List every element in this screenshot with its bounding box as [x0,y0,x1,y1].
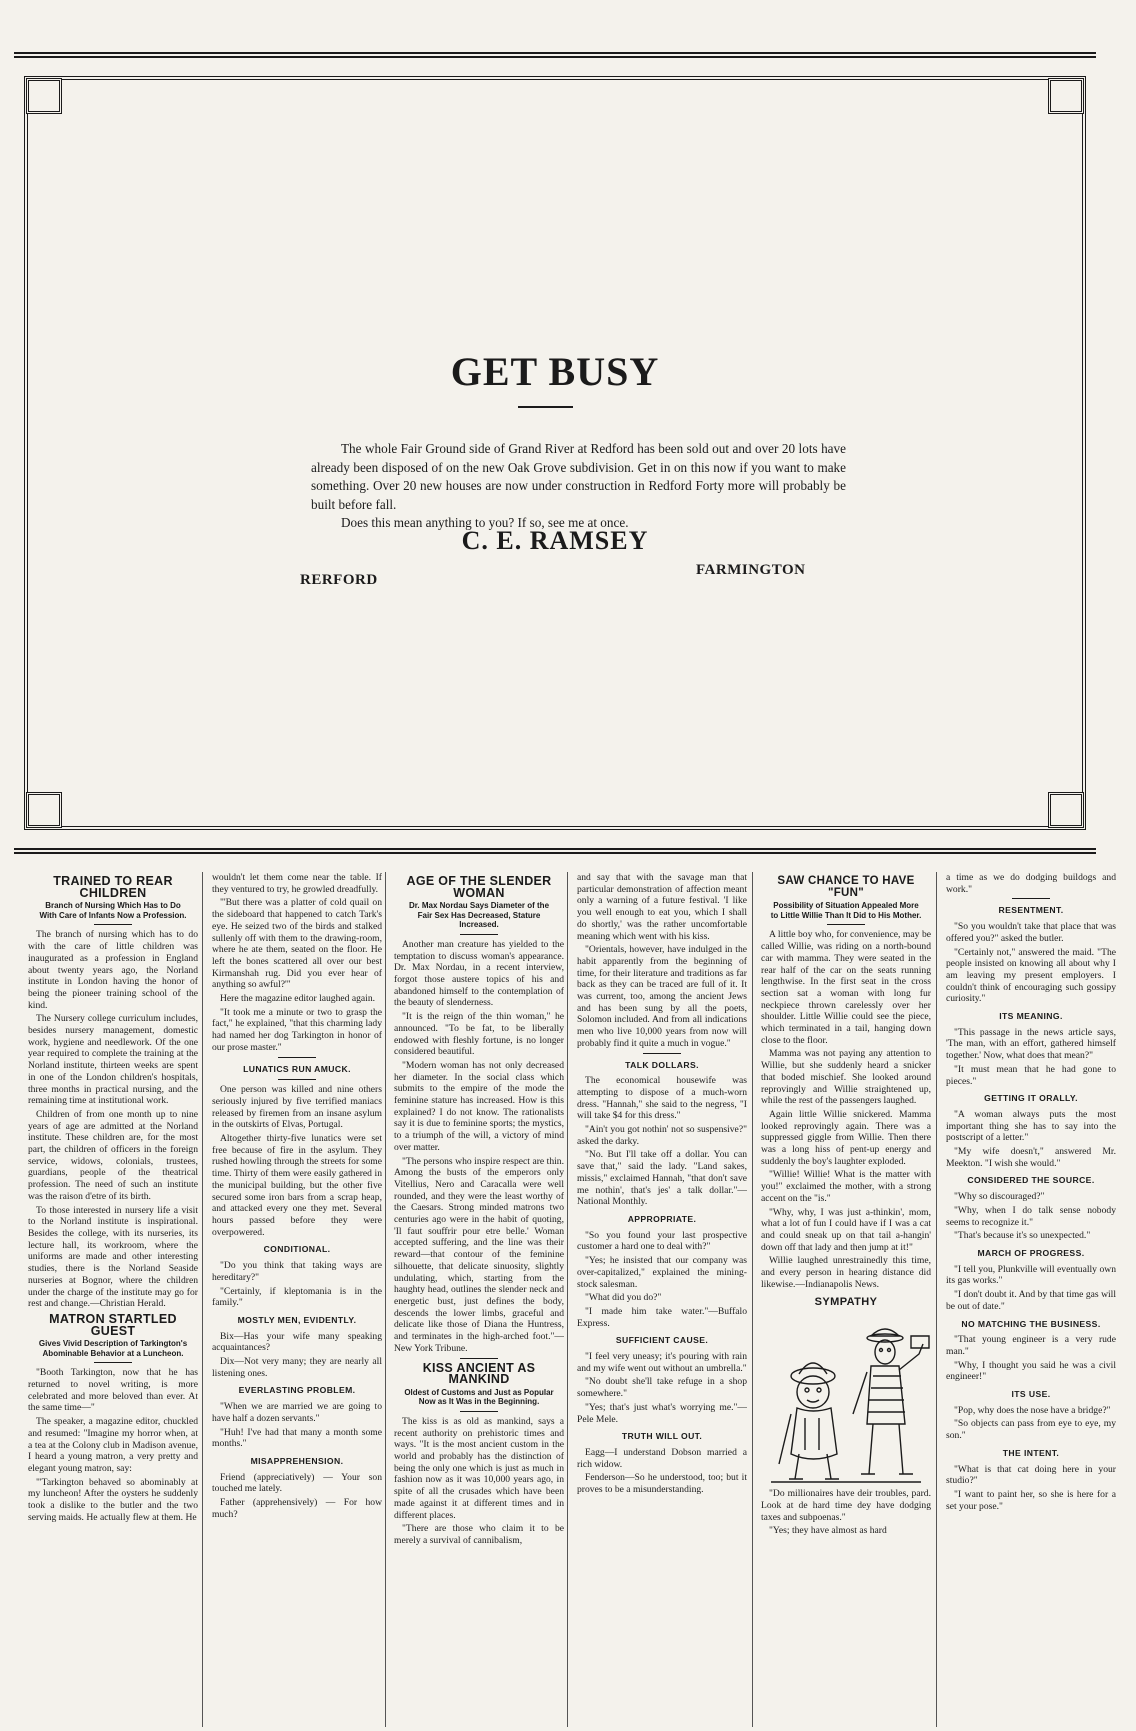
paragraph: "This passage in the news article says, 'The man, with an effort, gathered himself together.' Now, what does that mean?" [946,1026,1116,1062]
cartoon-illustration [761,1314,931,1484]
paragraph: "Modern woman has not only decreased her diameter. In the social class which submits to the empire of the mode the feminine stature has increased. How is this explained? I do not know. The rationalists say it is due to feminine sports; the mystics, to a triumph of the will, a victory of mind over matter. [394,1059,564,1153]
section-heading: ITS MEANING. [999,1011,1063,1022]
column-5 [761,872,931,1727]
ornament-corner [26,792,62,828]
section-heading: LUNATICS RUN AMUCK. [243,1063,351,1074]
ad-advertiser-name: C. E. RAMSEY [461,526,649,555]
paragraph: "That's because it's so unexpected." [954,1230,1091,1242]
column-1 [28,872,198,1727]
paragraph: The Nursery college curriculum includes, besides nursery management, domestic work, hygiene and needlework. Of the one year required to complete the training at the Norland institute, thirteen weeks are spent in one of the London children's hospitals, three months in practical nursing, and the remaining time at institutional work. [28,1013,198,1107]
paragraph: "It must mean that he had gone to pieces." [946,1063,1116,1087]
section-heading: CONSIDERED THE SOURCE. [967,1175,1095,1186]
paragraph: a time as we do dodging buildogs and work." [946,872,1116,895]
paragraph: Willie laughed unrestrainedly this time, and every person in hearing distance did likewise.—Indianapolis News. [761,1255,931,1290]
paragraph: Here the magazine editor laughed again. [220,993,376,1005]
headline: KISS ANCIENT AS MANKIND [422,1360,536,1387]
subheadline: Dr. Max Nordau Says Diameter of the Fair Sex Has Decreased, Stature Increased. [408,901,550,930]
ad-inner-border [24,76,1086,830]
paragraph: "So you found your last prospective customer a hard one to deal with?" [577,1229,747,1253]
paragraph: "What is that cat doing here in your studio?" [946,1463,1116,1487]
divider [278,1079,316,1080]
paragraph: "Yes; he insisted that our company was over-capitalized," explained the mining-stock salesman. [577,1255,747,1290]
cartoon-title: SYMPATHY [814,1295,878,1308]
paragraph: "Why, I thought you said he was a civil engineer!" [946,1359,1116,1383]
paragraph: A little boy who, for convenience, may be called Willie, was riding on a north-bound car with mamma. They were seated in the rear half of the car on the seats running lengthwise. In the first seat in the cross section sat a woman with long fur neckpiece thrown carelessly over her shoulder. Little Willie could see the piece, which terminated in a tail, hanging down close to the floor. [761,929,931,1046]
divider [94,1362,132,1363]
divider [94,924,132,925]
paragraph: Mamma was not paying any attention to Willie, but she suddenly heard a snicker that boded mischief. She looked around reprovingly and Willie straightened up, while the rest of the passengers laughed. [761,1048,931,1107]
paragraph: "Why, when I do talk sense nobody seems to recognize it." [946,1204,1116,1228]
paragraph: "Why, why, I was just a-thinkin', mom, what a lot of fun I could have if I was a cat and could sneak up on that tail a-hangin' down off that lady and then jump at it!" [761,1206,931,1253]
ad-body-question: Does this mean anything to you? If so, see me at once. [341,515,629,530]
paragraph: "'Tarkington behaved so abominably at my luncheon! After the oysters he suddenly took a dislike to the butler and the two serving maids. He actually flew at them. He [28,1476,198,1523]
column-4 [577,872,747,1727]
paragraph: Dix—Not very many; they are nearly all listening ones. [212,1356,382,1379]
column-2 [212,872,382,1727]
paragraph: "Why so discouraged?" [954,1191,1045,1203]
paragraph: "Orientals, however, have indulged in the habit apparently from the beginning of time, for their literature and traditions as far back as they can be traced are full of it. It was current, too, among the ancient Jews and has been sung by all the poets, Solomon included. And from all indications men who live 10,000 years from now will probably find it quite a much in vogue." [577,944,747,1049]
paragraph: "So you wouldn't take that place that was offered you?" asked the butler. [946,921,1116,944]
paragraph: Altogether thirty-five lunatics were set free because of fire in the asylum. They rushed howling through the streets for some time. Thirty of them were easily gathered in the municipal building, but the other five secured some iron bars from a scrap heap, and attacked every one they met. Several hours passed before they were overpowered. [212,1133,382,1238]
paragraph: wouldn't let them come near the table. If they ventured to try, he growled dreadfully. [212,872,382,895]
paragraph: "Certainly, if kleptomania is in the family." [212,1285,382,1309]
section-heading: EVERLASTING PROBLEM. [238,1385,356,1396]
subheadline: Possibility of Situation Appealed More to Little Willie Than It Did to His Mother. [770,901,922,920]
paragraph: Children of from one month up to nine years of age are admitted at the Norland institute. These children are, for the most part, the children of officers in the foreign service, widows, colonials, trustees, guardians, people of the theatrical profession. The need of such an institute was the raison d'etre of its birth. [28,1108,198,1202]
divider [460,1411,498,1412]
section-heading: TRUTH WILL OUT. [621,1431,703,1442]
paragraph: "A woman always puts the most important thing she has to say into the postscript of a letter." [946,1108,1116,1144]
paragraph: "Certainly not," answered the maid. "The people insisted on knowing all about why I am leaving my present employers. I couldn't think of encouraging such gossipy curiosity." [946,946,1116,1005]
section-heading: MISAPPREHENSION. [250,1455,344,1466]
paragraph: "I want to paint her, so she is here for a set your pose." [946,1488,1116,1512]
paragraph: "Booth Tarkington, now that he has returned to novel writing, is more celebrated and more beloved than ever. At the same time—" [28,1367,198,1414]
paragraph: Fenderson—So he understood, too; but it proves to be a misunderstanding. [577,1472,747,1496]
paragraph: "The persons who inspire respect are thin. Among the busts of the emperors only Vitellius, Nero and Caracalla were well rounded, and they were the least worthy of the Caesars. Strong minded matrons two centuries ago were in the habit of quoting, 'Il faut souffrir pour etre belle.' Woman accepted suffering, and the line was their reward—that contour of the feminine silhouette, that delicate sinuosity, slightly undulating, which, starting from the haughty head, outlines the slender neck and energetic bust, just defines the body, descends the lower limbs, graceful and delicate like those of Diana the Huntress, and terminates in the high-arched foot."—New York Tribune. [394,1155,564,1354]
headline: TRAINED TO REAR CHILDREN [53,874,173,900]
column-6 [946,872,1116,1727]
headline: AGE OF THE SLENDER WOMAN [406,874,552,900]
section-heading: MOSTLY MEN, EVIDENTLY. [237,1314,357,1325]
divider [460,1358,498,1359]
paragraph: "Yes; that's just what's worrying me."—Pele Mele. [577,1401,747,1425]
subheadline: Oldest of Customs and Just as Popular Now as It Was in the Beginning. [404,1387,554,1407]
advertisement-box [14,52,1096,854]
ad-body [311,440,846,533]
paragraph: and say that with the savage man that particular demonstration of affection meant only a warning of a future festival. 'I like you well enough to eat you, which I shall do shortly,' was the rather uncomfortable meaning which went with his kiss. [577,872,747,942]
paragraph: "It took me a minute or two to grasp the fact," he explained, "that this charming lady had named her dog Tarkington in honor of our prose master." [212,1006,382,1053]
paragraph: "Pop, why does the nose have a bridge?" [954,1404,1111,1416]
paragraph: "So objects can pass from eye to eye, my son." [946,1418,1116,1442]
paragraph: Another man creature has yielded to the temptation to discuss woman's appearance. Dr. Max Nordau, in a recent interview, forgot those austere topics of his and abandoned himself to the contemplation of the beauty of slenderness. [394,938,564,1009]
paragraph: To those interested in nursery life a visit to the Norland institute is inspirational. Besides the college, with its nurseries, its lecture hall, its workroom, where the uniforms are made and other interesting studies, there is the Norland Seaside nurseries at Bognor, where the children under the charge of the institute may go for rest and change.—Christian Herald. [28,1204,198,1310]
section-heading: MARCH OF PROGRESS. [977,1247,1085,1258]
divider [827,924,865,925]
paragraph: Again little Willie snickered. Mamma looked reprovingly again. There was a suppressed giggle from Willie. Then there was a long hiss of pent-up energy and suddenly the boy's laughter exploded. [761,1108,931,1167]
section-heading: APPROPRIATE. [627,1213,697,1224]
divider [278,1057,316,1058]
subheadline: Gives Vivid Description of Tarkington's Abominable Behavior at a Luncheon. [38,1339,188,1358]
headline: SAW CHANCE TO HAVE "FUN" [777,875,915,899]
paragraph: The branch of nursing which has to do with the care of little children was inaugurated as a profession in England about twenty years ago, the Norland institute in London having the honor of being the pioneer training school of the kind. [28,929,198,1011]
ad-body-text: The whole Fair Ground side of Grand River at Redford has been sold out and over 20 lots have already been disposed of on the new Oak Grove subdivision. Get in on this now if you want to make something. Over 20 new houses are now under construction in Redford Forty more will probably be built before fall. [311,441,846,512]
newspaper-columns [20,872,1114,1727]
paragraph: "Huh! I've had that many a month some months." [212,1426,382,1450]
section-heading: ITS USE. [1011,1389,1051,1400]
paragraph: "When we are married we are going to have half a dozen servants." [212,1401,382,1424]
headline: MATRON STARTLED GUEST [49,1311,177,1338]
ad-headline: GET BUSY [450,349,660,394]
paragraph: "My wife doesn't," answered Mr. Meekton. "I wish she would." [946,1146,1116,1169]
ornament-corner [26,78,62,114]
paragraph: "I tell you, Plunkville will eventually own its gas works." [946,1263,1116,1287]
paragraph: Eagg—I understand Dobson married a rich widow. [577,1446,747,1470]
tramps-cartoon-icon [761,1314,931,1484]
paragraph: "There are those who claim it to be merely a survival of cannibalism, [394,1523,564,1546]
paragraph: "No doubt she'll take refuge in a shop somewhere." [577,1376,747,1400]
ad-location-left: RERFORD [300,572,378,588]
paragraph: The speaker, a magazine editor, chuckled and resumed: "Imagine my horror when, at a tea at the Colony club in Madison avenue, I heard a young matron, a very pretty and elegant young matron, say: [28,1416,198,1474]
paragraph: Friend (appreciatively) — Your son touched me lately. [212,1471,382,1495]
paragraph: Bix—Has your wife many speaking acquaintances? [212,1330,382,1354]
column-3 [394,872,564,1727]
subheadline: Branch of Nursing Which Has to Do With Care of Infants Now a Profession. [39,901,187,920]
section-heading: TALK DOLLARS. [625,1059,699,1070]
paragraph: The kiss is as old as mankind, says a recent authority on prehistoric times and ways. "It is the most ancient custom in the world and probably has the distinction of being the only one which is just as much in fashion now as it was 10,000 years ago, in spite of all the crusades which have been made against it at different times and in different places. [394,1415,564,1521]
cartoon-caption: "Do millionaires have deir troubles, pard. Look at de hard time dey have dodging taxes and subpoenas." [761,1488,931,1523]
ad-divider [518,406,573,408]
paragraph: "Ain't you got nothin' not so suspensive?" asked the darky. [577,1124,747,1147]
paragraph: Father (apprehensively) — For how much? [212,1497,382,1520]
section-heading: GETTING IT ORALLY. [984,1093,1078,1104]
paragraph: "Willie! Willie! What is the matter with you!" exclaimed the mother, with a strong accent on the "is." [761,1169,931,1204]
paragraph: "I don't doubt it. And by that time gas will be out of date." [946,1289,1116,1312]
paragraph: "'But there was a platter of cold quail on the sideboard that happened to catch Tark's eye. He seized two of the birds and stalked sullenly off with them to the drawing-room, where he ate them, seated on the floor. He left the bones scattered all over our best Kirmanshah rug. Did you ever hear of anything so awful?'" [212,897,382,991]
paragraph: One person was killed and nine others seriously injured by five terrified maniacs released by firemen from an insane asylum in the outskirts of Elvas, Portugal. [212,1084,382,1131]
section-heading: NO MATCHING THE BUSINESS. [961,1318,1101,1329]
paragraph: "That young engineer is a very rude man." [946,1334,1116,1357]
section-heading: SUFFICIENT CAUSE. [615,1335,709,1346]
section-heading: THE INTENT. [1002,1447,1060,1458]
paragraph: "It is the reign of the thin woman," he announced. "To be fat, to be liberally endowed with fleshly fortune, is no longer considered beautiful. [394,1011,564,1058]
section-heading: CONDITIONAL. [263,1244,331,1255]
paragraph: "Do you think that taking ways are hereditary?" [212,1260,382,1283]
paragraph: "I made him take water."—Buffalo Express. [577,1305,747,1329]
paragraph: The economical housewife was attempting to dispose of a much-worn dress. "Hannah," she said to the negress, "I will take $4 for this dress." [577,1075,747,1122]
paragraph: "What did you do?" [585,1292,662,1304]
divider [460,934,498,935]
ornament-corner [1048,78,1084,114]
paragraph: "I feel very uneasy; it's pouring with rain and my wife went out without an umbrella." [577,1351,747,1374]
divider [643,1053,681,1054]
cartoon-caption: "Yes; they have almost as hard [769,1525,887,1537]
paragraph: "No. But I'll take off a dollar. You can save that," said the lady. "Land sakes, missis," exclaimed Hannah, "that don't save me nothin', that's jes' a talk dollar."—National Monthly. [577,1149,747,1208]
ad-location-right: FARMINGTON [696,562,806,578]
divider [1012,898,1050,899]
ornament-corner [1048,792,1084,828]
section-heading: RESENTMENT. [998,905,1064,916]
